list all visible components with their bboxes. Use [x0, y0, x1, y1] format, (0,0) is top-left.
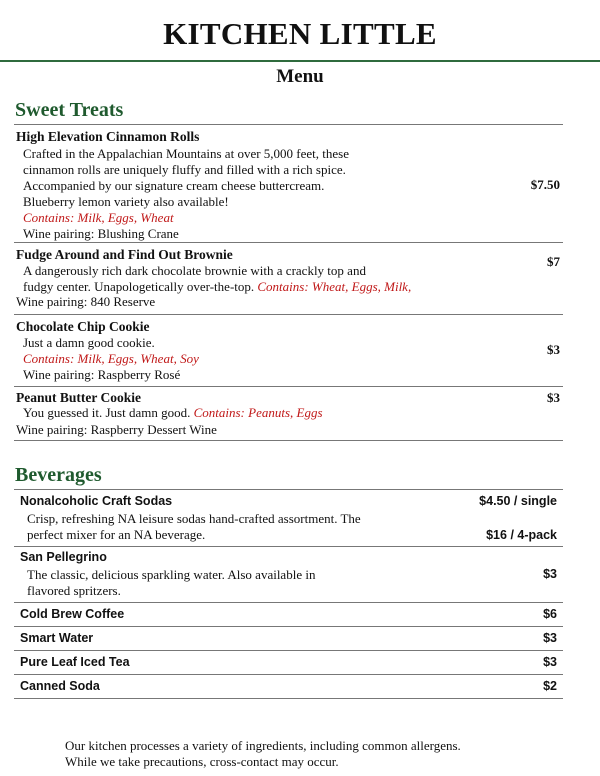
beverage-price: $4.50 / single	[479, 494, 557, 508]
desc-line: Blueberry lemon variety also available!	[23, 194, 229, 209]
desc-line: Crisp, refreshing NA leisure sodas hand-crafted assortment. The	[27, 511, 361, 526]
desc-line: Just a damn good cookie.	[23, 335, 155, 350]
beverage-row-canned-soda	[14, 675, 563, 699]
beverage-price: $3	[543, 655, 557, 669]
desc-line: The classic, delicious sparkling water. Also available in	[27, 567, 316, 582]
item-name: Fudge Around and Find Out Brownie	[16, 247, 233, 262]
menu-item-brownie	[14, 243, 563, 315]
section-heading-beverages: Beverages	[15, 464, 102, 486]
restaurant-title: KITCHEN LITTLE	[163, 16, 437, 51]
item-price: $3	[547, 390, 560, 405]
item-name: Peanut Butter Cookie	[16, 390, 141, 405]
allergen-disclaimer	[65, 738, 565, 770]
allergen-note: Contains: Wheat, Eggs, Milk,	[257, 279, 412, 294]
beverage-name: Canned Soda	[20, 679, 100, 693]
title-divider	[0, 60, 600, 62]
desc-line: Accompanied by our signature cream cheese buttercream.	[23, 178, 325, 193]
item-description	[23, 405, 503, 421]
beverage-name: Cold Brew Coffee	[20, 607, 125, 621]
desc-line: flavored spritzers.	[27, 583, 121, 598]
menu-item-peanut-butter-cookie	[14, 387, 563, 441]
beverage-price: $3	[543, 631, 557, 645]
item-name: Chocolate Chip Cookie	[16, 319, 150, 334]
beverage-row-san-pellegrino	[14, 547, 563, 603]
allergen-note: Contains: Milk, Eggs, Wheat, Soy	[23, 351, 199, 366]
section-heading-sweet-treats: Sweet Treats	[15, 99, 124, 121]
beverage-price-4-pack: $16 / 4-pack	[486, 528, 557, 542]
beverage-row-smart-water	[14, 627, 563, 651]
beverage-name: Pure Leaf Iced Tea	[20, 655, 130, 669]
allergen-note: Contains: Milk, Eggs, Wheat	[23, 210, 174, 225]
wine-pairing: Wine pairing: Raspberry Rosé	[23, 367, 181, 382]
item-description	[23, 146, 433, 242]
item-price: $7	[547, 254, 560, 269]
menu-item-chocolate-chip-cookie	[14, 315, 563, 387]
allergen-note: Contains: Peanuts, Eggs	[193, 405, 323, 420]
disclaimer-line: Our kitchen processes a variety of ingredients, including common allergens.	[65, 738, 461, 753]
menu-item-cinnamon-rolls	[14, 125, 563, 243]
item-description	[23, 263, 493, 295]
item-description	[23, 335, 433, 383]
desc-line: You guessed it. Just damn good.	[23, 405, 191, 420]
desc-line: Crafted in the Appalachian Mountains at over 5,000 feet, these	[23, 146, 349, 161]
beverage-name: Nonalcoholic Craft Sodas	[20, 494, 173, 508]
beverage-row-cold-brew	[14, 603, 563, 627]
desc-line: cinnamon rolls are uniquely fluffy and filled with a rich spice.	[23, 162, 346, 177]
disclaimer-line: While we take precautions, cross-contact may occur.	[65, 754, 339, 769]
beverage-name: San Pellegrino	[20, 550, 107, 564]
beverage-row-iced-tea	[14, 651, 563, 675]
wine-pairing: Wine pairing: 840 Reserve	[16, 294, 156, 309]
desc-line: A dangerously rich dark chocolate brownie with a crackly top and	[23, 263, 366, 278]
beverage-name: Smart Water	[20, 631, 94, 645]
item-price: $3	[547, 342, 560, 357]
desc-line: perfect mixer for an NA beverage.	[27, 527, 206, 542]
desc-line: fudgy center. Unapologetically over-the-top.	[23, 279, 255, 294]
beverage-description	[27, 567, 427, 599]
item-name: High Elevation Cinnamon Rolls	[16, 129, 200, 144]
menu-subtitle: Menu	[276, 66, 324, 87]
beverage-price: $3	[543, 567, 557, 581]
beverage-price: $6	[543, 607, 557, 621]
wine-pairing: Wine pairing: Raspberry Dessert Wine	[16, 422, 217, 437]
beverage-price: $2	[543, 679, 557, 693]
wine-pairing: Wine pairing: Blushing Crane	[23, 226, 179, 241]
beverage-row-craft-sodas	[14, 490, 563, 547]
item-price: $7.50	[530, 177, 560, 192]
beverage-description	[27, 511, 427, 543]
